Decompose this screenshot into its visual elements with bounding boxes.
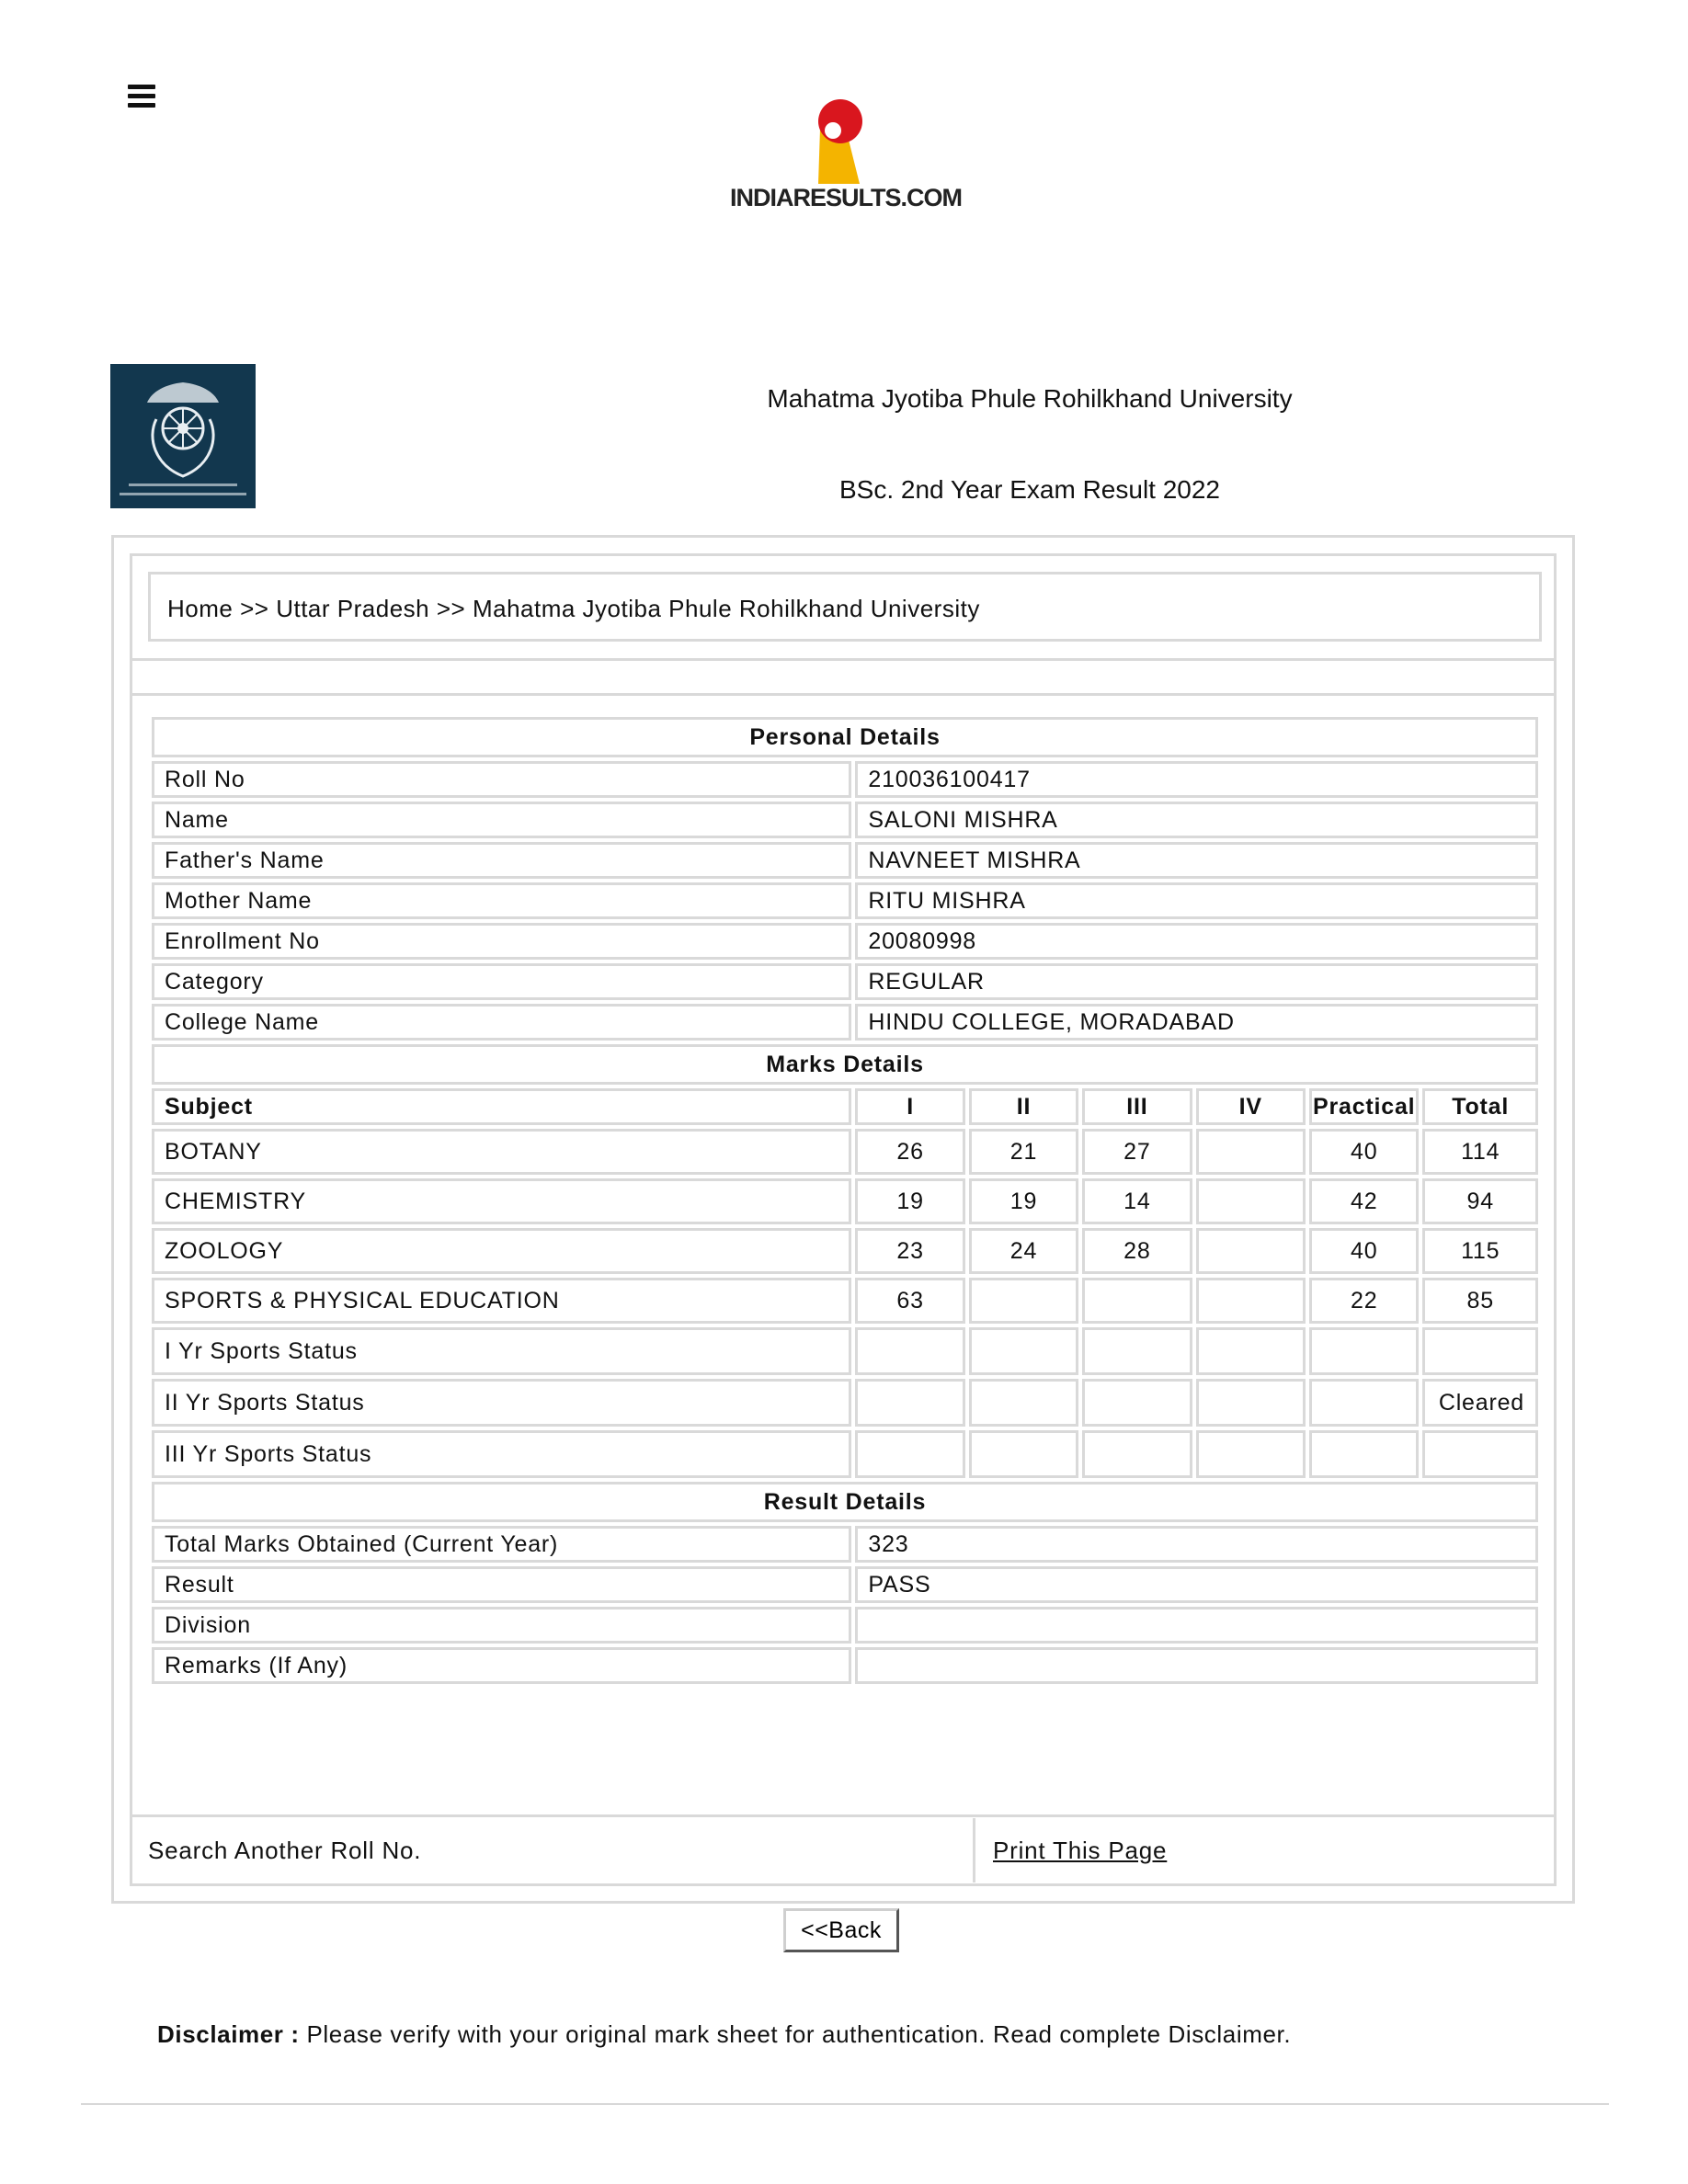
empty-cell xyxy=(1196,1430,1306,1478)
table-row xyxy=(152,1607,1538,1644)
divider xyxy=(130,1814,1557,1817)
field-label: Roll No xyxy=(152,761,851,798)
result-table xyxy=(148,713,1542,1688)
mark-cell: 21 xyxy=(969,1129,1078,1175)
total-cell: 115 xyxy=(1422,1228,1538,1274)
table-row xyxy=(152,842,1538,879)
marks-details-heading: Marks Details xyxy=(152,1044,1538,1085)
search-another-roll-link[interactable]: Search Another Roll No. xyxy=(133,1818,975,1883)
mark-cell: 19 xyxy=(969,1178,1078,1224)
mark-cell xyxy=(969,1278,1078,1324)
menu-bar xyxy=(128,94,155,98)
sports-status-value: Cleared xyxy=(1422,1379,1538,1427)
breadcrumb-home-link[interactable]: Home xyxy=(167,595,234,622)
field-label: Remarks (If Any) xyxy=(152,1647,851,1684)
table-row xyxy=(152,1566,1538,1603)
column-header: IV xyxy=(1196,1088,1306,1125)
column-header: Subject xyxy=(152,1088,851,1125)
field-value xyxy=(855,1647,1538,1684)
field-value: RITU MISHRA xyxy=(855,882,1538,919)
subject-name: SPORTS & PHYSICAL EDUCATION xyxy=(152,1278,851,1324)
subject-name: BOTANY xyxy=(152,1129,851,1175)
empty-cell xyxy=(1082,1430,1192,1478)
field-value: SALONI MISHRA xyxy=(855,802,1538,838)
field-value: 323 xyxy=(855,1526,1538,1563)
mark-cell: 63 xyxy=(855,1278,964,1324)
mark-cell xyxy=(1196,1129,1306,1175)
disclaimer-text[interactable]: Please verify with your original mark sheet for authentication. Read complete Disclaimer. xyxy=(306,2020,1292,2048)
menu-bar xyxy=(128,85,155,89)
sports-status-value xyxy=(1422,1430,1538,1478)
empty-cell xyxy=(1309,1430,1419,1478)
university-logo xyxy=(110,364,256,508)
sports-status-label: I Yr Sports Status xyxy=(152,1327,851,1375)
field-value: 20080998 xyxy=(855,923,1538,960)
divider xyxy=(130,658,1557,661)
empty-cell xyxy=(969,1327,1078,1375)
table-row xyxy=(152,963,1538,1000)
sports-status-label: II Yr Sports Status xyxy=(152,1379,851,1427)
empty-cell xyxy=(855,1430,964,1478)
mark-cell: 26 xyxy=(855,1129,964,1175)
university-name: Mahatma Jyotiba Phule Rohilkhand University xyxy=(767,384,1293,413)
field-label: Enrollment No xyxy=(152,923,851,960)
breadcrumb-state-link[interactable]: Uttar Pradesh xyxy=(276,595,430,622)
field-label: College Name xyxy=(152,1004,851,1041)
sports-status-label: III Yr Sports Status xyxy=(152,1430,851,1478)
table-row xyxy=(152,1327,1538,1375)
table-row xyxy=(152,1379,1538,1427)
empty-cell xyxy=(1309,1327,1419,1375)
table-row xyxy=(152,882,1538,919)
mark-cell: 27 xyxy=(1082,1129,1192,1175)
breadcrumb-separator: >> xyxy=(240,595,269,622)
field-label: Total Marks Obtained (Current Year) xyxy=(152,1526,851,1563)
empty-cell xyxy=(1082,1327,1192,1375)
field-value: 210036100417 xyxy=(855,761,1538,798)
subject-name: ZOOLOGY xyxy=(152,1228,851,1274)
table-row xyxy=(152,802,1538,838)
field-value: REGULAR xyxy=(855,963,1538,1000)
empty-cell xyxy=(1309,1379,1419,1427)
field-label: Mother Name xyxy=(152,882,851,919)
subject-name: CHEMISTRY xyxy=(152,1178,851,1224)
exam-title: BSc. 2nd Year Exam Result 2022 xyxy=(838,475,1221,504)
empty-cell xyxy=(969,1379,1078,1427)
empty-cell xyxy=(1196,1379,1306,1427)
table-row xyxy=(152,761,1538,798)
empty-cell xyxy=(1196,1327,1306,1375)
table-row xyxy=(152,1178,1538,1224)
table-row xyxy=(152,1278,1538,1324)
field-value xyxy=(855,1607,1538,1644)
breadcrumb xyxy=(148,572,1542,642)
empty-cell xyxy=(1082,1379,1192,1427)
mark-cell: 23 xyxy=(855,1228,964,1274)
field-label: Name xyxy=(152,802,851,838)
table-row xyxy=(152,1647,1538,1684)
field-value: PASS xyxy=(855,1566,1538,1603)
empty-cell xyxy=(855,1327,964,1375)
print-page-link[interactable]: Print This Page xyxy=(993,1837,1168,1864)
mark-cell: 14 xyxy=(1082,1178,1192,1224)
table-row xyxy=(152,1228,1538,1274)
site-logo[interactable] xyxy=(717,92,975,221)
site-logo-text: INDIARESULTS.COM xyxy=(730,184,962,211)
empty-cell xyxy=(855,1379,964,1427)
total-cell: 94 xyxy=(1422,1178,1538,1224)
sports-status-value xyxy=(1422,1327,1538,1375)
breadcrumb-university-link[interactable]: Mahatma Jyotiba Phule Rohilkhand University xyxy=(472,595,980,622)
table-row xyxy=(152,1430,1538,1478)
field-label: Father's Name xyxy=(152,842,851,879)
total-cell: 114 xyxy=(1422,1129,1538,1175)
field-label: Category xyxy=(152,963,851,1000)
mark-cell: 42 xyxy=(1309,1178,1419,1224)
mark-cell xyxy=(1196,1278,1306,1324)
mark-cell: 40 xyxy=(1309,1228,1419,1274)
field-label: Result xyxy=(152,1566,851,1603)
mark-cell: 28 xyxy=(1082,1228,1192,1274)
university-emblem-icon xyxy=(110,364,256,508)
table-row xyxy=(152,1526,1538,1563)
mark-cell xyxy=(1196,1228,1306,1274)
menu-bar xyxy=(128,103,155,108)
mark-cell: 22 xyxy=(1309,1278,1419,1324)
result-details-heading: Result Details xyxy=(152,1482,1538,1522)
breadcrumb-separator: >> xyxy=(436,595,466,622)
column-header: II xyxy=(969,1088,1078,1125)
column-header: Total xyxy=(1422,1088,1538,1125)
field-value: NAVNEET MISHRA xyxy=(855,842,1538,879)
field-label: Division xyxy=(152,1607,851,1644)
table-row xyxy=(152,923,1538,960)
print-page-wrapper xyxy=(993,1837,1167,1865)
total-cell: 85 xyxy=(1422,1278,1538,1324)
divider xyxy=(81,2103,1609,2105)
divider xyxy=(130,693,1557,696)
disclaimer xyxy=(157,2020,1291,2049)
column-header: III xyxy=(1082,1088,1192,1125)
field-value: HINDU COLLEGE, MORADABAD xyxy=(855,1004,1538,1041)
site-logo-mark-icon xyxy=(717,92,975,184)
mark-cell xyxy=(1196,1178,1306,1224)
column-header: Practical xyxy=(1309,1088,1419,1125)
table-row xyxy=(152,1129,1538,1175)
back-button[interactable]: <<Back xyxy=(783,1908,899,1952)
table-row xyxy=(152,1004,1538,1041)
mark-cell: 40 xyxy=(1309,1129,1419,1175)
mark-cell: 24 xyxy=(969,1228,1078,1274)
mark-cell: 19 xyxy=(855,1178,964,1224)
marks-header-row xyxy=(152,1088,1538,1125)
empty-cell xyxy=(969,1430,1078,1478)
mark-cell xyxy=(1082,1278,1192,1324)
disclaimer-label: Disclaimer : xyxy=(157,2020,300,2048)
column-header: I xyxy=(855,1088,964,1125)
personal-details-heading: Personal Details xyxy=(152,717,1538,757)
menu-icon[interactable] xyxy=(128,85,155,108)
